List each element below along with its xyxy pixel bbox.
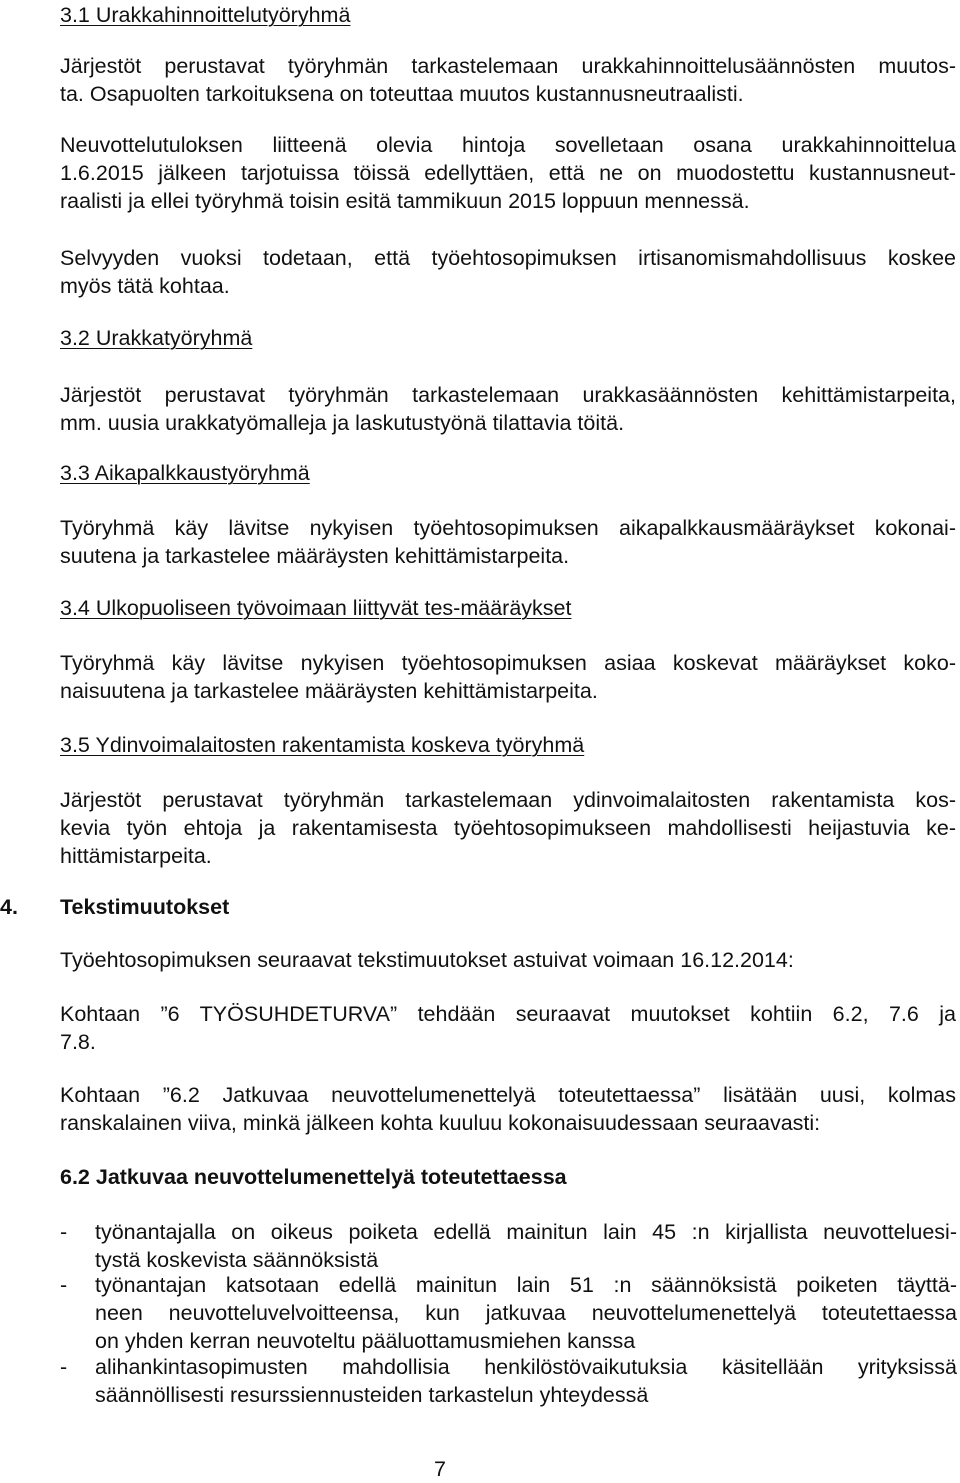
text-line: mm. uusia urakkatyömalleja ja laskutustyönä tilattavia töitä.	[60, 411, 625, 435]
text-line: hittämistarpeita.	[60, 844, 212, 868]
paragraph-3-3	[60, 514, 956, 570]
paragraph-3-1-b	[60, 131, 956, 215]
text-line: myös tätä kohtaa.	[60, 274, 230, 298]
text-line: ranskalainen viiva, minkä jälkeen kohta kuuluu kokonaisuudessaan seuraavasti:	[60, 1111, 821, 1135]
text-line: ta. Osapuolten tarkoituksena on toteuttaa muutos kustannusneutraalisti.	[60, 82, 744, 106]
text-line: naisuutena ja tarkastelee määräysten kehittämistarpeita.	[60, 679, 598, 703]
text-line: Selvyyden vuoksi todetaan, että työehtosopimuksen irtisanomismahdollisuus koskee	[60, 246, 956, 270]
text-line: neen neuvotteluvelvoitteensa, kun jatkuvaa neuvottelumenettelyä toteutettaessa	[95, 1301, 957, 1325]
section-heading-3-2: 3.2 Urakkatyöryhmä	[60, 326, 253, 350]
text-line: työnantajan katsotaan edellä mainitun lain 51 :n säännöksistä poiketen täyttä-	[95, 1273, 957, 1297]
text-line: Työehtosopimuksen seuraavat tekstimuutokset astuivat voimaan 16.12.2014:	[60, 948, 794, 972]
paragraph-4-b	[60, 1000, 956, 1056]
paragraph-4-a	[60, 946, 956, 974]
list-item-text	[95, 1353, 957, 1409]
text-line: Työryhmä käy lävitse nykyisen työehtosopimuksen aikapalkkausmääräykset kokonai-	[60, 516, 956, 540]
text-line: 7.8.	[60, 1030, 96, 1054]
text-line: Kohtaan ”6.2 Jatkuvaa neuvottelumenettelyä toteutettaessa” lisätään uusi, kolmas	[60, 1083, 956, 1107]
text-line: työnantajalla on oikeus poiketa edellä mainitun lain 45 :n kirjallista neuvotteluesi-	[95, 1220, 957, 1244]
page-number: 7	[434, 1457, 446, 1481]
text-line: Neuvottelutuloksen liitteenä olevia hintoja sovelletaan osana urakkahinnoittelua	[60, 133, 956, 157]
paragraph-3-5	[60, 786, 956, 870]
section-heading-3-1: 3.1 Urakkahinnoittelutyöryhmä	[60, 3, 351, 27]
text-line: säännöllisesti resurssiennusteiden tarkastelun yhteydessä	[95, 1383, 649, 1407]
text-line: suutena ja tarkastelee määräysten kehittämistarpeita.	[60, 544, 570, 568]
list-item-text	[95, 1271, 957, 1355]
text-line: alihankintasopimusten mahdollisia henkilöstövaikutuksia käsitellään yrityksissä	[95, 1355, 957, 1379]
section-number-4: 4.	[0, 895, 18, 919]
paragraph-3-2	[60, 381, 956, 437]
text-line: 1.6.2015 jälkeen tarjotuissa töissä edellyttäen, että ne on muodostettu kustannusneut-	[60, 161, 956, 185]
list-dash: -	[60, 1220, 68, 1244]
text-line: on yhden kerran neuvoteltu pääluottamusmiehen kanssa	[95, 1329, 636, 1353]
paragraph-4-c	[60, 1081, 956, 1137]
text-line: Järjestöt perustavat työryhmän tarkastelemaan urakkasäännösten kehittämistarpeita,	[60, 383, 956, 407]
text-line: Työryhmä käy lävitse nykyisen työehtosopimuksen asiaa koskevat määräykset koko-	[60, 651, 956, 675]
text-line: Järjestöt perustavat työryhmän tarkastelemaan ydinvoimalaitosten rakentamista kos-	[60, 788, 956, 812]
list-item	[60, 1218, 960, 1274]
text-line: Kohtaan ”6 TYÖSUHDETURVA” tehdään seuraavat muutokset kohtiin 6.2, 7.6 ja	[60, 1002, 956, 1026]
section-heading-4: Tekstimuutokset	[60, 895, 230, 919]
text-line: tystä koskevista säännöksistä	[95, 1248, 379, 1272]
text-line: raalisti ja ellei työryhmä toisin esitä tammikuun 2015 loppuun mennessä.	[60, 189, 750, 213]
list-dash: -	[60, 1273, 68, 1297]
section-heading-3-4: 3.4 Ulkopuoliseen työvoimaan liittyvät tes-määräykset	[60, 596, 572, 620]
paragraph-3-1-c	[60, 244, 956, 300]
text-line: Järjestöt perustavat työryhmän tarkastelemaan urakkahinnoittelusäännösten muutos-	[60, 54, 956, 78]
paragraph-3-1-a	[60, 52, 956, 108]
text-line: kevia työn ehtoja ja rakentamisesta työehtosopimukseen mahdollisesti heijastuvia ke-	[60, 816, 956, 840]
list-dash: -	[60, 1355, 68, 1379]
list-item	[60, 1271, 960, 1355]
list-item-text	[95, 1218, 957, 1274]
list-item	[60, 1353, 960, 1409]
section-heading-3-3: 3.3 Aikapalkkaustyöryhmä	[60, 461, 310, 485]
paragraph-3-4	[60, 649, 956, 705]
subsection-heading-6-2: 6.2 Jatkuvaa neuvottelumenettelyä toteutettaessa	[60, 1165, 567, 1189]
section-heading-3-5: 3.5 Ydinvoimalaitosten rakentamista koskeva työryhmä	[60, 733, 585, 757]
